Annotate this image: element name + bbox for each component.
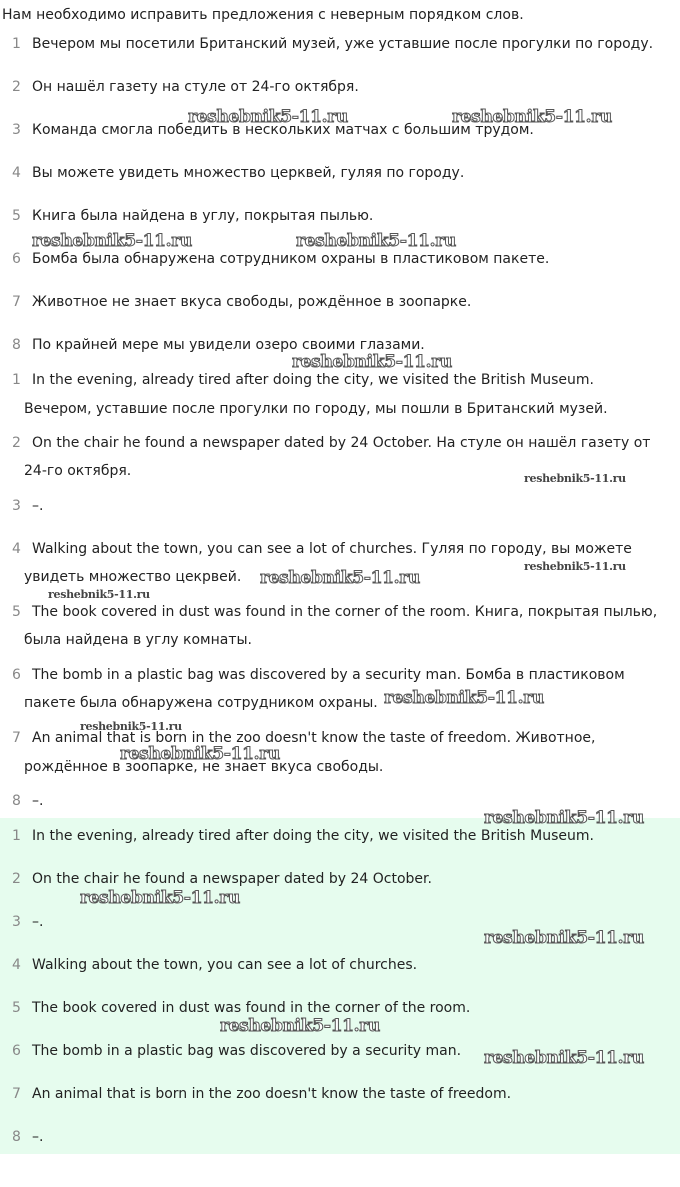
item-number: 6 bbox=[12, 667, 21, 683]
russian-sentence: Животное не знает вкуса свободы, рождённое в зоопарке. bbox=[32, 294, 472, 310]
item-number: 7 bbox=[12, 730, 21, 746]
item-number: 7 bbox=[12, 1086, 21, 1102]
final-answer: On the chair he found a newspaper dated by 24 October. bbox=[32, 871, 432, 887]
item-number: 2 bbox=[12, 435, 21, 451]
answer-line: The book covered in dust was found in the corner of the room. Книга, покрытая пылью, bbox=[32, 604, 658, 620]
answer-line: пакете была обнаружена сотрудником охраны. bbox=[24, 695, 378, 711]
watermark: reshebnik5-11.ru bbox=[484, 1048, 644, 1068]
answer-line: On the chair he found a newspaper dated by 24 October. На стуле он нашёл газету от bbox=[32, 435, 651, 451]
item-number: 7 bbox=[12, 294, 21, 310]
item-number: 1 bbox=[12, 372, 21, 388]
item-number: 6 bbox=[12, 1043, 21, 1059]
task-instruction: Нам необходимо исправить предложения с неверным порядком слов. bbox=[2, 7, 524, 23]
answer-line: Walking about the town, you can see a lot of churches. Гуляя по городу, вы можете bbox=[32, 541, 632, 557]
item-number: 8 bbox=[12, 1129, 21, 1145]
item-number: 6 bbox=[12, 251, 21, 267]
item-number: 5 bbox=[12, 1000, 21, 1016]
russian-sentence: Книга была найдена в углу, покрытая пылью. bbox=[32, 208, 374, 224]
watermark: reshebnik5-11.ru bbox=[296, 231, 456, 251]
answer-line: Вечером, уставшие после прогулки по городу, мы пошли в Британский музей. bbox=[24, 401, 608, 417]
watermark: reshebnik5-11.ru bbox=[384, 688, 544, 708]
item-number: 3 bbox=[12, 122, 21, 138]
watermark: reshebnik5-11.ru bbox=[524, 472, 626, 485]
watermark: reshebnik5-11.ru bbox=[32, 231, 192, 251]
watermark: reshebnik5-11.ru bbox=[484, 928, 644, 948]
watermark: reshebnik5-11.ru bbox=[120, 744, 280, 764]
item-number: 3 bbox=[12, 914, 21, 930]
russian-sentence: Вечером мы посетили Британский музей, уже уставшие после прогулки по городу. bbox=[32, 36, 654, 52]
final-answer: The bomb in a plastic bag was discovered by a security man. bbox=[32, 1043, 462, 1059]
watermark: reshebnik5-11.ru bbox=[452, 107, 612, 127]
answer-line: –. bbox=[32, 498, 44, 514]
item-number: 4 bbox=[12, 541, 21, 557]
item-number: 3 bbox=[12, 498, 21, 514]
item-number: 4 bbox=[12, 957, 21, 973]
final-answer: –. bbox=[32, 914, 44, 930]
answer-line: In the evening, already tired after doing the city, we visited the British Museum. bbox=[32, 372, 594, 388]
watermark: reshebnik5-11.ru bbox=[524, 560, 626, 573]
final-answer: –. bbox=[32, 1129, 44, 1145]
watermark: reshebnik5-11.ru bbox=[260, 568, 420, 588]
russian-sentence: По крайней мере мы увидели озеро своими глазами. bbox=[32, 337, 425, 353]
final-answer: The book covered in dust was found in the corner of the room. bbox=[32, 1000, 471, 1016]
watermark: reshebnik5-11.ru bbox=[80, 720, 182, 733]
item-number: 2 bbox=[12, 871, 21, 887]
item-number: 5 bbox=[12, 604, 21, 620]
answer-line: –. bbox=[32, 793, 44, 809]
watermark: reshebnik5-11.ru bbox=[80, 888, 240, 908]
item-number: 1 bbox=[12, 36, 21, 52]
final-answer: An animal that is born in the zoo doesn't know the taste of freedom. bbox=[32, 1086, 512, 1102]
watermark: reshebnik5-11.ru bbox=[188, 107, 348, 127]
watermark: reshebnik5-11.ru bbox=[220, 1016, 380, 1036]
watermark: reshebnik5-11.ru bbox=[292, 352, 452, 372]
answer-line: An animal that is born in the zoo doesn't know the taste of freedom. Животное, bbox=[32, 730, 596, 746]
final-answer: In the evening, already tired after doing the city, we visited the British Museum. bbox=[32, 828, 594, 844]
final-answer-block bbox=[0, 818, 680, 1154]
answer-line: 24-го октября. bbox=[24, 463, 132, 479]
item-number: 8 bbox=[12, 793, 21, 809]
answer-line: The bomb in a plastic bag was discovered by a security man. Бомба в пластиковом bbox=[32, 667, 625, 683]
item-number: 4 bbox=[12, 165, 21, 181]
item-number: 8 bbox=[12, 337, 21, 353]
russian-sentence: Команда смогла победить в нескольких матчах с большим трудом. bbox=[32, 122, 534, 138]
item-number: 5 bbox=[12, 208, 21, 224]
watermark: reshebnik5-11.ru bbox=[484, 808, 644, 828]
watermark: reshebnik5-11.ru bbox=[48, 588, 150, 601]
russian-sentence: Вы можете увидеть множество церквей, гуляя по городу. bbox=[32, 165, 465, 181]
item-number: 2 bbox=[12, 79, 21, 95]
russian-sentence: Бомба была обнаружена сотрудником охраны в пластиковом пакете. bbox=[32, 251, 550, 267]
answer-line: увидеть множество цекрвей. bbox=[24, 569, 242, 585]
item-number: 1 bbox=[12, 828, 21, 844]
answer-line: рождённое в зоопарке, не знает вкуса свободы. bbox=[24, 759, 384, 775]
answer-line: была найдена в углу комнаты. bbox=[24, 632, 252, 648]
final-answer: Walking about the town, you can see a lot of churches. bbox=[32, 957, 418, 973]
russian-sentence: Он нашёл газету на стуле от 24-го октября. bbox=[32, 79, 359, 95]
